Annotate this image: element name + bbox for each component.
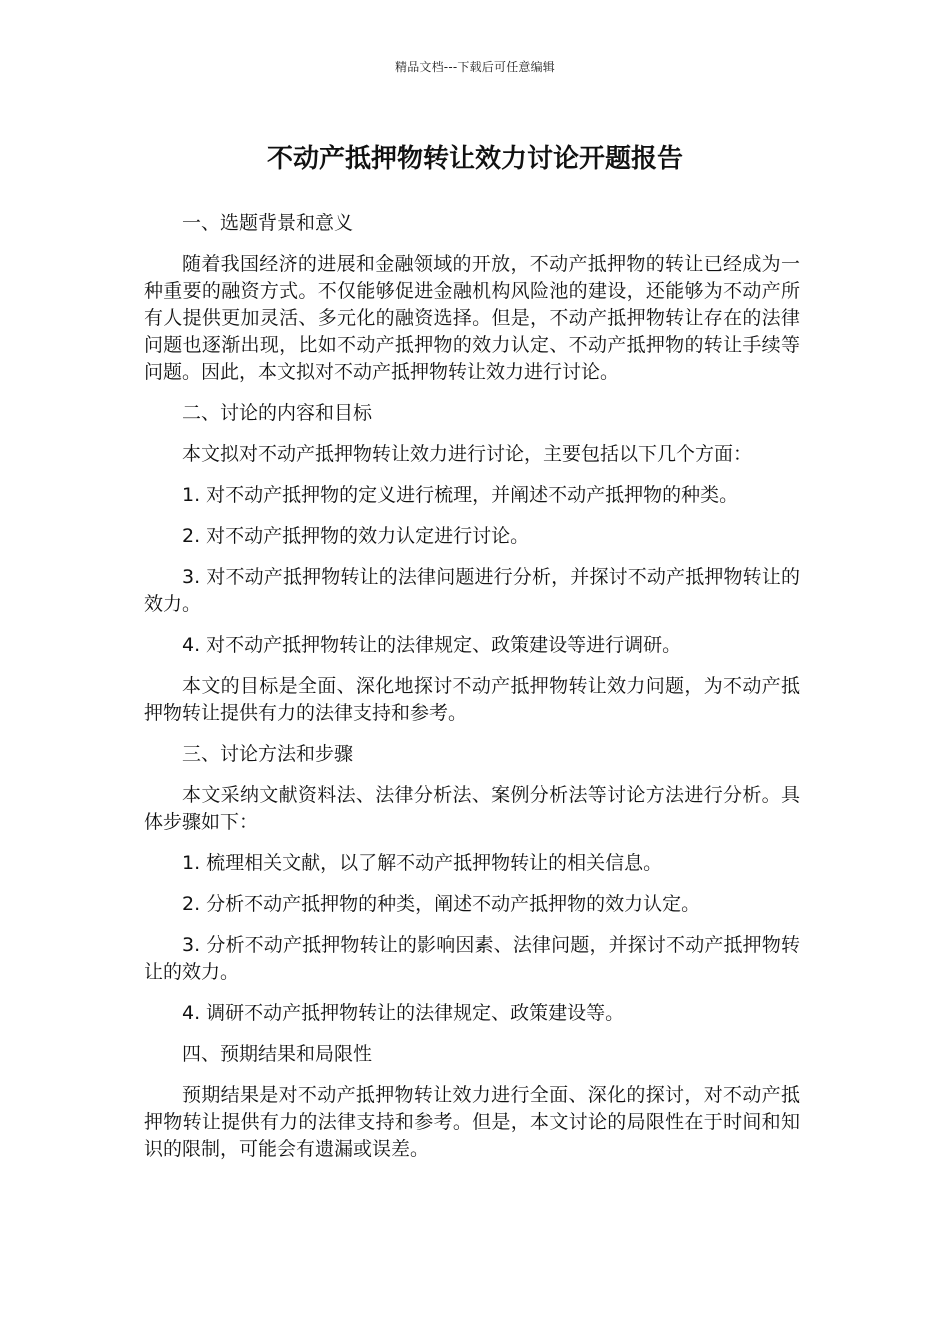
document-body: [144, 210, 800, 1177]
paragraph-method-intro: 本文采纳文献资料法、法律分析法、案例分析法等讨论方法进行分析。具体步骤如下：: [144, 784, 800, 833]
section-heading-method: 三、讨论方法和步骤: [182, 743, 354, 765]
list-item-content-2: 2. 对不动产抵押物的效力认定进行讨论。: [182, 525, 530, 547]
section-heading-background: 一、选题背景和意义: [182, 212, 354, 234]
list-item-method-1: 1. 梳理相关文献，以了解不动产抵押物转让的相关信息。: [182, 852, 663, 874]
list-item-content-4: 4. 对不动产抵押物转让的法律规定、政策建设等进行调研。: [182, 634, 682, 656]
paragraph-background: 随着我国经济的进展和金融领域的开放，不动产抵押物的转让已经成为一种重要的融资方式。不仅能够促进金融机构风险池的建设，还能够为不动产所有人提供更加灵活、多元化的融资选择。但是，不动产抵押物转让存在的法律问题也逐渐出现，比如不动产抵押物的效力认定、不动产抵押物的转让手续等问题。因此，本文拟对不动产抵押物转让效力进行讨论。: [144, 253, 800, 383]
paragraph-content-intro: 本文拟对不动产抵押物转让效力进行讨论，主要包括以下几个方面：: [182, 443, 753, 465]
list-item-method-3: 3. 分析不动产抵押物转让的影响因素、法律问题，并探讨不动产抵押物转让的效力。: [144, 934, 800, 983]
section-heading-expected: 四、预期结果和局限性: [182, 1043, 373, 1065]
list-item-content-1: 1. 对不动产抵押物的定义进行梳理，并阐述不动产抵押物的种类。: [182, 484, 739, 506]
section-heading-content: 二、讨论的内容和目标: [182, 402, 373, 424]
document-title: 不动产抵押物转让效力讨论开题报告: [266, 144, 683, 174]
paragraph-expected: 预期结果是对不动产抵押物转让效力进行全面、深化的探讨，对不动产抵押物转让提供有力的法律支持和参考。但是，本文讨论的局限性在于时间和知识的限制，可能会有遗漏或误差。: [144, 1084, 800, 1160]
list-item-method-2: 2. 分析不动产抵押物的种类，阐述不动产抵押物的效力认定。: [182, 893, 701, 915]
list-item-content-3: 3. 对不动产抵押物转让的法律问题进行分析，并探讨不动产抵押物转让的效力。: [144, 566, 800, 615]
list-item-method-4: 4. 调研不动产抵押物转让的法律规定、政策建设等。: [182, 1002, 625, 1024]
paragraph-goal: 本文的目标是全面、深化地探讨不动产抵押物转让效力问题，为不动产抵押物转让提供有力的法律支持和参考。: [144, 675, 800, 724]
header-note: 精品文档---下载后可任意编辑: [395, 60, 555, 74]
